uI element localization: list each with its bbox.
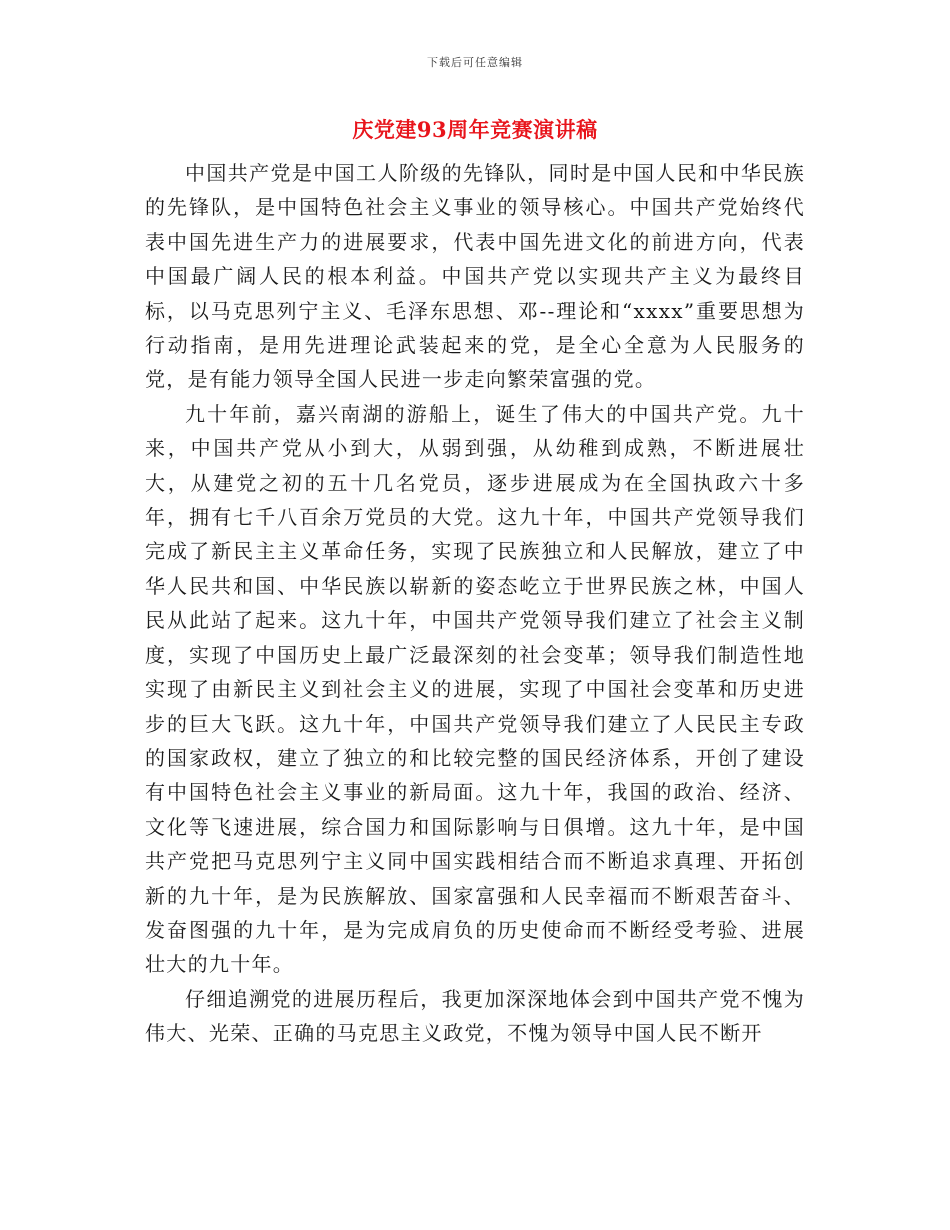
paragraph-2: 九十年前，嘉兴南湖的游船上，诞生了伟大的中国共产党。九十来，中国共产党从小到大，从弱到强，从幼稚到成熟，不断进展壮大，从建党之初的五十几名党员，逐步进展成为在全国执政六十多年，拥有七千八百余万党员的大党。这九十年，中国共产党领导我们完成了新民主主义革命任务，实现了民族独立和人民解放，建立了中华人民共和国、中华民族以崭新的姿态屹立于世界民族之林，中国人民从此站了起来。这九十年，中国共产党领导我们建立了社会主义制度，实现了中国历史上最广泛最深刻的社会变革；领导我们制造性地实现了由新民主义到社会主义的进展，实现了中国社会变革和历史进步的巨大飞跃。这九十年，中国共产党领导我们建立了人民民主专政的国家政权，建立了独立的和比较完整的国民经济体系，开创了建设有中国特色社会主义事业的新局面。这九十年，我国的政治、经济、文化等飞速进展，综合国力和国际影响与日俱增。这九十年，是中国共产党把马克思列宁主义同中国实践相结合而不断追求真理、开拓创新的九十年，是为民族解放、国家富强和人民幸福而不断艰苦奋斗、发奋图强的九十年，是为完成肩负的历史使命而不断经受考验、进展壮大的九十年。: [145, 401, 805, 977]
paragraph-3: 仔细追溯党的进展历程后，我更加深深地体会到中国共产党不愧为伟大、光荣、正确的马克思主义政党，不愧为领导中国人民不断开: [145, 986, 805, 1046]
document-body: [145, 156, 805, 1051]
header-note: 下载后可任意编辑: [427, 56, 523, 69]
document-title: 庆党建93周年竞赛演讲稿: [352, 117, 598, 142]
paragraph-1: 中国共产党是中国工人阶级的先锋队，同时是中国人民和中华民族的先锋队，是中国特色社会主义事业的领导核心。中国共产党始终代表中国先进生产力的进展要求，代表中国先进文化的前进方向，代表中国最广阔人民的根本利益。中国共产党以实现共产主义为最终目标，以马克思列宁主义、毛泽东思想、邓--理论和“xxxx”重要思想为行动指南，是用先进理论武装起来的党，是全心全意为人民服务的党，是有能力领导全国人民进一步走向繁荣富强的党。: [145, 161, 805, 392]
